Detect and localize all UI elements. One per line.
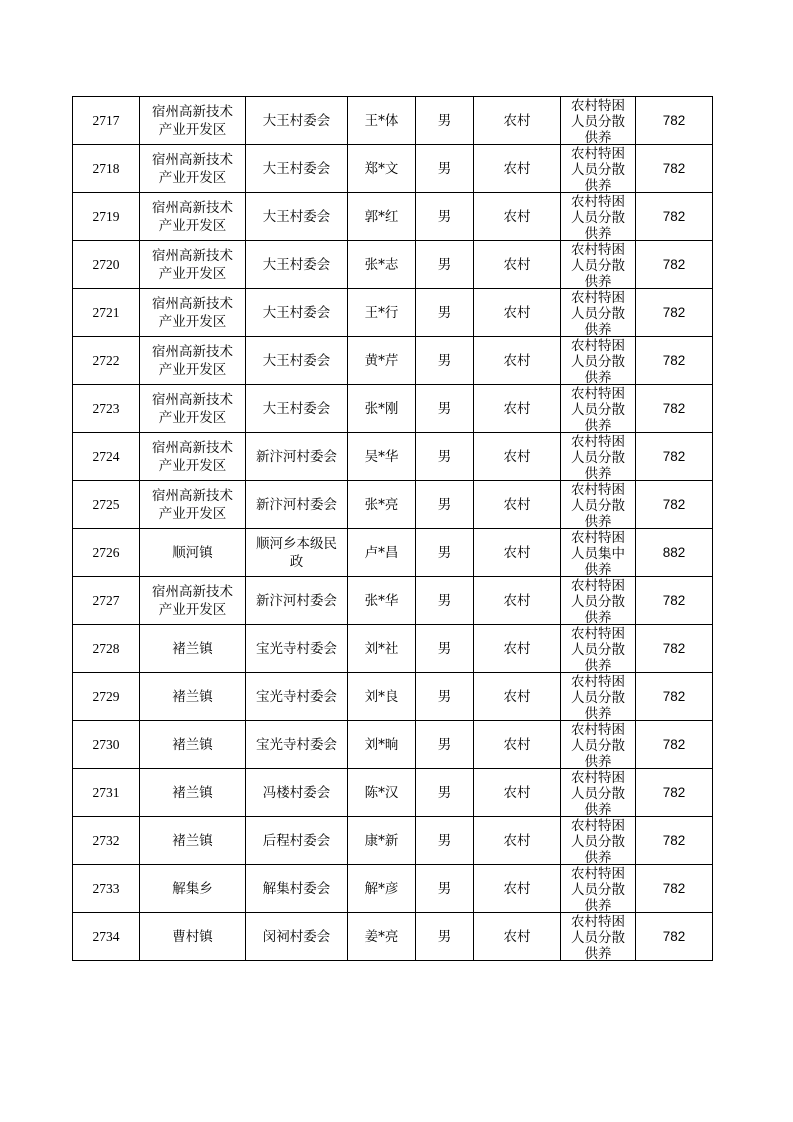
gender-cell: 男	[416, 577, 474, 625]
area-cell: 农村	[474, 913, 561, 961]
serial-number-cell: 2723	[73, 385, 140, 433]
gender-cell: 男	[416, 385, 474, 433]
town-text: 宿州高新技术产业开发区	[152, 391, 233, 426]
village-committee-cell	[246, 865, 348, 913]
support-type-cell	[561, 865, 636, 913]
town-cell	[140, 241, 246, 289]
amount-cell: 782	[636, 433, 713, 481]
village-committee-cell	[246, 721, 348, 769]
amount-cell: 782	[636, 817, 713, 865]
amount-cell: 782	[636, 769, 713, 817]
table-row	[73, 769, 713, 817]
town-text: 宿州高新技术产业开发区	[152, 199, 233, 234]
serial-number-cell: 2717	[73, 97, 140, 145]
person-name-cell: 张*亮	[348, 481, 416, 529]
town-cell	[140, 97, 246, 145]
village-committee-cell	[246, 337, 348, 385]
gender-cell: 男	[416, 769, 474, 817]
town-text: 顺河镇	[172, 544, 213, 561]
support-type-cell	[561, 481, 636, 529]
support-type-text: 农村特困人员分散供养	[571, 817, 625, 864]
person-name-cell: 刘*晌	[348, 721, 416, 769]
person-name-cell: 陈*汉	[348, 769, 416, 817]
town-cell	[140, 193, 246, 241]
village-committee-text: 宝光寺村委会	[256, 640, 337, 657]
town-text: 宿州高新技术产业开发区	[152, 151, 233, 186]
serial-number-cell: 2734	[73, 913, 140, 961]
serial-number-cell: 2732	[73, 817, 140, 865]
area-cell: 农村	[474, 817, 561, 865]
support-type-cell	[561, 337, 636, 385]
gender-cell: 男	[416, 865, 474, 913]
town-text: 宿州高新技术产业开发区	[152, 247, 233, 282]
town-text: 曹村镇	[172, 928, 213, 945]
gender-cell: 男	[416, 481, 474, 529]
village-committee-cell	[246, 97, 348, 145]
town-cell	[140, 145, 246, 193]
amount-cell: 782	[636, 913, 713, 961]
serial-number-cell: 2720	[73, 241, 140, 289]
town-cell	[140, 337, 246, 385]
person-name-cell: 刘*社	[348, 625, 416, 673]
area-cell: 农村	[474, 385, 561, 433]
gender-cell: 男	[416, 721, 474, 769]
support-type-cell	[561, 289, 636, 337]
support-type-cell	[561, 769, 636, 817]
village-committee-text: 大王村委会	[262, 352, 331, 369]
amount-cell: 782	[636, 481, 713, 529]
village-committee-text: 大王村委会	[262, 304, 331, 321]
area-cell: 农村	[474, 241, 561, 289]
person-name-cell: 吴*华	[348, 433, 416, 481]
area-cell: 农村	[474, 625, 561, 673]
area-cell: 农村	[474, 337, 561, 385]
person-name-cell: 郑*文	[348, 145, 416, 193]
table-row	[73, 529, 713, 577]
table-row	[73, 817, 713, 865]
amount-cell: 782	[636, 97, 713, 145]
serial-number-cell: 2718	[73, 145, 140, 193]
village-committee-text: 新汴河村委会	[256, 448, 337, 465]
serial-number-cell: 2730	[73, 721, 140, 769]
town-cell	[140, 481, 246, 529]
support-type-cell	[561, 625, 636, 673]
gender-cell: 男	[416, 817, 474, 865]
support-type-text: 农村特困人员分散供养	[571, 769, 625, 816]
village-committee-cell	[246, 913, 348, 961]
amount-cell: 882	[636, 529, 713, 577]
person-name-cell: 姜*亮	[348, 913, 416, 961]
town-text: 褚兰镇	[172, 736, 213, 753]
town-text: 宿州高新技术产业开发区	[152, 487, 233, 522]
serial-number-cell: 2728	[73, 625, 140, 673]
support-type-cell	[561, 241, 636, 289]
table-row	[73, 481, 713, 529]
table-row	[73, 337, 713, 385]
roster-table	[72, 96, 713, 961]
area-cell: 农村	[474, 289, 561, 337]
serial-number-cell: 2733	[73, 865, 140, 913]
area-cell: 农村	[474, 481, 561, 529]
gender-cell: 男	[416, 289, 474, 337]
person-name-cell: 张*志	[348, 241, 416, 289]
town-text: 褚兰镇	[172, 832, 213, 849]
support-type-text: 农村特困人员分散供养	[571, 193, 625, 240]
village-committee-text: 大王村委会	[262, 256, 331, 273]
support-type-cell	[561, 145, 636, 193]
village-committee-text: 顺河乡本级民政	[256, 535, 337, 570]
support-type-cell	[561, 433, 636, 481]
village-committee-text: 解集村委会	[262, 880, 331, 897]
amount-cell: 782	[636, 625, 713, 673]
table-row	[73, 193, 713, 241]
village-committee-text: 新汴河村委会	[256, 592, 337, 609]
area-cell: 农村	[474, 673, 561, 721]
support-type-text: 农村特困人员分散供养	[571, 337, 625, 384]
amount-cell: 782	[636, 241, 713, 289]
area-cell: 农村	[474, 193, 561, 241]
town-cell	[140, 529, 246, 577]
serial-number-cell: 2719	[73, 193, 140, 241]
town-cell	[140, 577, 246, 625]
town-cell	[140, 721, 246, 769]
person-name-cell: 康*新	[348, 817, 416, 865]
support-type-cell	[561, 193, 636, 241]
village-committee-text: 新汴河村委会	[256, 496, 337, 513]
person-name-cell: 张*刚	[348, 385, 416, 433]
gender-cell: 男	[416, 433, 474, 481]
person-name-cell: 王*行	[348, 289, 416, 337]
support-type-cell	[561, 721, 636, 769]
serial-number-cell: 2724	[73, 433, 140, 481]
table-row	[73, 913, 713, 961]
gender-cell: 男	[416, 337, 474, 385]
village-committee-text: 大王村委会	[262, 208, 331, 225]
village-committee-text: 冯楼村委会	[262, 784, 331, 801]
support-type-text: 农村特困人员分散供养	[571, 433, 625, 480]
table-row	[73, 865, 713, 913]
area-cell: 农村	[474, 721, 561, 769]
town-text: 宿州高新技术产业开发区	[152, 439, 233, 474]
serial-number-cell: 2725	[73, 481, 140, 529]
gender-cell: 男	[416, 193, 474, 241]
support-type-text: 农村特困人员分散供养	[571, 577, 625, 624]
village-committee-cell	[246, 673, 348, 721]
amount-cell: 782	[636, 673, 713, 721]
table-row	[73, 721, 713, 769]
town-cell	[140, 673, 246, 721]
support-type-cell	[561, 673, 636, 721]
serial-number-cell: 2721	[73, 289, 140, 337]
support-type-text: 农村特困人员分散供养	[571, 625, 625, 672]
area-cell: 农村	[474, 865, 561, 913]
gender-cell: 男	[416, 673, 474, 721]
area-cell: 农村	[474, 145, 561, 193]
table-row	[73, 289, 713, 337]
village-committee-cell	[246, 625, 348, 673]
area-cell: 农村	[474, 433, 561, 481]
village-committee-cell	[246, 193, 348, 241]
support-type-cell	[561, 385, 636, 433]
village-committee-cell	[246, 481, 348, 529]
serial-number-cell: 2729	[73, 673, 140, 721]
person-name-cell: 王*体	[348, 97, 416, 145]
person-name-cell: 郭*红	[348, 193, 416, 241]
table-row	[73, 577, 713, 625]
town-cell	[140, 913, 246, 961]
support-type-text: 农村特困人员分散供养	[571, 241, 625, 288]
village-committee-cell	[246, 241, 348, 289]
village-committee-text: 大王村委会	[262, 160, 331, 177]
town-cell	[140, 817, 246, 865]
support-type-text: 农村特困人员分散供养	[571, 145, 625, 192]
amount-cell: 782	[636, 385, 713, 433]
village-committee-cell	[246, 385, 348, 433]
support-type-text: 农村特困人员分散供养	[571, 481, 625, 528]
person-name-cell: 卢*昌	[348, 529, 416, 577]
town-text: 褚兰镇	[172, 784, 213, 801]
gender-cell: 男	[416, 913, 474, 961]
amount-cell: 782	[636, 193, 713, 241]
serial-number-cell: 2722	[73, 337, 140, 385]
table-row	[73, 241, 713, 289]
town-text: 褚兰镇	[172, 688, 213, 705]
village-committee-text: 大王村委会	[262, 112, 331, 129]
town-cell	[140, 769, 246, 817]
area-cell: 农村	[474, 97, 561, 145]
amount-cell: 782	[636, 865, 713, 913]
town-text: 宿州高新技术产业开发区	[152, 103, 233, 138]
village-committee-cell	[246, 769, 348, 817]
village-committee-cell	[246, 433, 348, 481]
support-type-text: 农村特困人员分散供养	[571, 97, 625, 144]
area-cell: 农村	[474, 577, 561, 625]
person-name-cell: 张*华	[348, 577, 416, 625]
town-text: 宿州高新技术产业开发区	[152, 295, 233, 330]
support-type-cell	[561, 97, 636, 145]
support-type-cell	[561, 577, 636, 625]
serial-number-cell: 2731	[73, 769, 140, 817]
table-row	[73, 97, 713, 145]
town-text: 宿州高新技术产业开发区	[152, 583, 233, 618]
roster-body	[73, 97, 713, 961]
village-committee-cell	[246, 145, 348, 193]
town-text: 宿州高新技术产业开发区	[152, 343, 233, 378]
table-row	[73, 625, 713, 673]
village-committee-cell	[246, 817, 348, 865]
gender-cell: 男	[416, 97, 474, 145]
town-cell	[140, 865, 246, 913]
amount-cell: 782	[636, 721, 713, 769]
village-committee-text: 宝光寺村委会	[256, 736, 337, 753]
town-text: 褚兰镇	[172, 640, 213, 657]
amount-cell: 782	[636, 145, 713, 193]
support-type-cell	[561, 529, 636, 577]
serial-number-cell: 2727	[73, 577, 140, 625]
person-name-cell: 黄*芹	[348, 337, 416, 385]
support-type-text: 农村特困人员分散供养	[571, 673, 625, 720]
table-row	[73, 385, 713, 433]
town-text: 解集乡	[172, 880, 213, 897]
person-name-cell: 刘*良	[348, 673, 416, 721]
gender-cell: 男	[416, 529, 474, 577]
table-row	[73, 433, 713, 481]
village-committee-cell	[246, 289, 348, 337]
support-type-text: 农村特困人员分散供养	[571, 913, 625, 960]
amount-cell: 782	[636, 289, 713, 337]
support-type-text: 农村特困人员分散供养	[571, 721, 625, 768]
support-type-text: 农村特困人员分散供养	[571, 289, 625, 336]
area-cell: 农村	[474, 529, 561, 577]
village-committee-text: 大王村委会	[262, 400, 331, 417]
village-committee-text: 后程村委会	[262, 832, 331, 849]
amount-cell: 782	[636, 337, 713, 385]
village-committee-text: 宝光寺村委会	[256, 688, 337, 705]
table-row	[73, 673, 713, 721]
amount-cell: 782	[636, 577, 713, 625]
support-type-text: 农村特困人员集中供养	[571, 529, 625, 576]
gender-cell: 男	[416, 145, 474, 193]
village-committee-text: 闵祠村委会	[262, 928, 331, 945]
support-type-text: 农村特困人员分散供养	[571, 385, 625, 432]
person-name-cell: 解*彦	[348, 865, 416, 913]
town-cell	[140, 385, 246, 433]
town-cell	[140, 625, 246, 673]
gender-cell: 男	[416, 625, 474, 673]
town-cell	[140, 289, 246, 337]
serial-number-cell: 2726	[73, 529, 140, 577]
town-cell	[140, 433, 246, 481]
table-row	[73, 145, 713, 193]
area-cell: 农村	[474, 769, 561, 817]
support-type-cell	[561, 913, 636, 961]
village-committee-cell	[246, 577, 348, 625]
support-type-text: 农村特困人员分散供养	[571, 865, 625, 912]
support-type-cell	[561, 817, 636, 865]
gender-cell: 男	[416, 241, 474, 289]
village-committee-cell	[246, 529, 348, 577]
